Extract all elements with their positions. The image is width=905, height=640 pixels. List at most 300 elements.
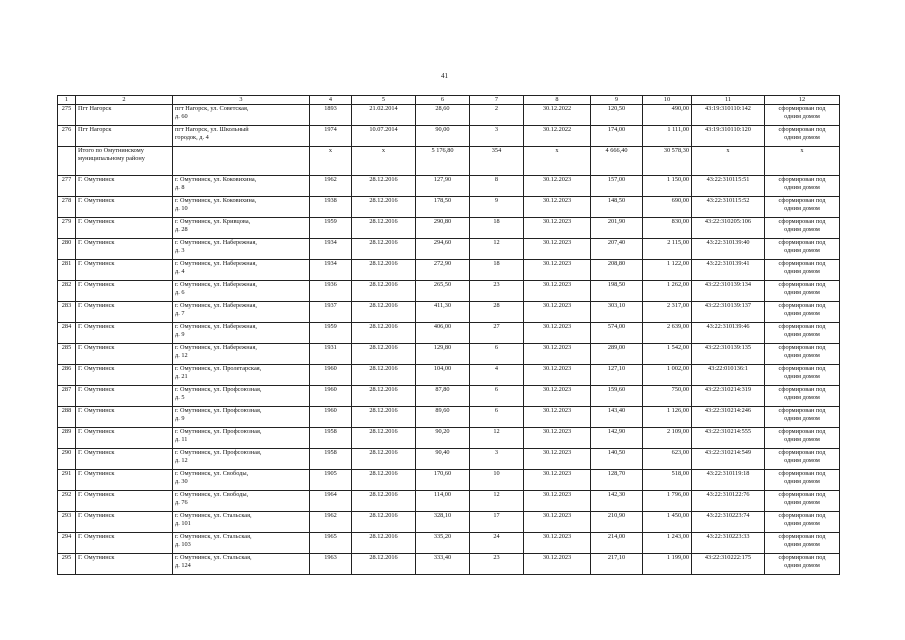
area-cell-text: 89,60	[435, 407, 450, 414]
cadastral-number-cell	[692, 302, 765, 323]
land-area-cell	[591, 512, 643, 533]
year-cell-text: 1931	[324, 344, 337, 351]
row-number-cell	[58, 302, 76, 323]
row-number-cell-text: 275	[61, 105, 72, 112]
address-cell	[173, 386, 310, 407]
locality-cell-text: Пгт Нагорск	[78, 126, 112, 133]
status-cell-text: сформирован под	[778, 344, 826, 351]
year-cell-text: 1937	[324, 302, 337, 309]
planned-date-cell-text: 30.12.2023	[542, 260, 572, 267]
status-cell	[765, 323, 840, 344]
cadastral-number-cell-text: 43:22:310139:137	[704, 302, 752, 309]
planned-date-cell	[524, 386, 591, 407]
column-number: 11	[692, 96, 765, 105]
residents-count-cell	[470, 218, 524, 239]
cadastral-number-cell	[692, 197, 765, 218]
cadastral-number-cell-text: 43:22:310139:40	[706, 239, 750, 246]
registration-date-cell	[352, 365, 416, 386]
area-cell	[416, 176, 470, 197]
planned-date-cell	[524, 470, 591, 491]
locality-cell	[76, 281, 173, 302]
total-row	[58, 147, 840, 176]
status-cell	[765, 105, 840, 126]
address-cell	[173, 533, 310, 554]
residents-count-cell	[470, 365, 524, 386]
cost-cell-text: 1 262,00	[666, 281, 689, 288]
cadastral-number-cell	[692, 554, 765, 575]
area-cell-text: 129,80	[433, 344, 452, 351]
address-cell	[173, 449, 310, 470]
residents-count-cell	[470, 428, 524, 449]
address-cell-text: г. Омутнинск, ул. Набережная,	[175, 239, 257, 246]
year-cell	[310, 323, 352, 344]
status-cell-text: сформирован под	[778, 239, 826, 246]
year-cell	[310, 176, 352, 197]
planned-date-cell-text: 30.12.2023	[542, 533, 572, 540]
column-number: 3	[173, 96, 310, 105]
status-cell-text: одним домом	[784, 394, 820, 401]
address-cell-text: д. 30	[175, 478, 188, 485]
locality-cell-text: Г. Омутнинск	[78, 533, 115, 540]
planned-date-cell-text: 30.12.2022	[542, 105, 572, 112]
column-number: 2	[76, 96, 173, 105]
column-number: 1	[58, 96, 76, 105]
address-cell	[173, 176, 310, 197]
year-cell	[310, 449, 352, 470]
cost-cell	[643, 512, 692, 533]
status-cell-text: сформирован под	[778, 302, 826, 309]
year-cell	[310, 281, 352, 302]
address-cell-text: д. 4	[175, 268, 185, 275]
residents-count-cell	[470, 260, 524, 281]
address-cell-text: д. 9	[175, 415, 185, 422]
cost-cell	[643, 239, 692, 260]
land-area-cell	[591, 407, 643, 428]
address-cell	[173, 428, 310, 449]
address-cell-text: д. 10	[175, 205, 188, 212]
planned-date-cell-text: 30.12.2023	[542, 512, 572, 519]
status-cell	[765, 239, 840, 260]
cadastral-number-cell	[692, 386, 765, 407]
registration-date-cell-text: 28.12.2016	[369, 344, 398, 351]
total-label-cell-text: муниципальному району	[78, 155, 145, 162]
registration-date-cell	[352, 554, 416, 575]
status-cell-text: одним домом	[784, 415, 820, 422]
locality-cell-text: Г. Омутнинск	[78, 407, 115, 414]
residents-count-cell	[470, 449, 524, 470]
status-cell-text: сформирован под	[778, 218, 826, 225]
area-cell	[416, 386, 470, 407]
residents-count-cell-text: 23	[493, 281, 500, 288]
status-cell-text: сформирован под	[778, 105, 826, 112]
total-planned-date-cell	[524, 147, 591, 176]
residents-count-cell-text: 18	[493, 260, 500, 267]
area-cell-text: 178,50	[433, 197, 452, 204]
address-cell	[173, 239, 310, 260]
status-cell-text: сформирован под	[778, 260, 826, 267]
area-cell	[416, 407, 470, 428]
year-cell-text: 1938	[324, 197, 337, 204]
locality-cell-text: Г. Омутнинск	[78, 323, 115, 330]
address-cell-text: д. 60	[175, 113, 188, 120]
planned-date-cell-text: 30.12.2023	[542, 281, 572, 288]
status-cell-text: сформирован под	[778, 533, 826, 540]
cost-cell-text: 1 199,00	[666, 554, 689, 561]
status-cell	[765, 512, 840, 533]
residents-count-cell	[470, 281, 524, 302]
year-cell	[310, 512, 352, 533]
year-cell	[310, 260, 352, 281]
registration-date-cell	[352, 197, 416, 218]
locality-cell-text: Г. Омутнинск	[78, 428, 115, 435]
registration-date-cell-text: 28.12.2016	[369, 407, 398, 414]
area-cell-text: 127,90	[433, 176, 452, 183]
address-cell-text: д. 12	[175, 352, 188, 359]
registration-date-cell-text: 28.12.2016	[369, 533, 398, 540]
row-number-cell-text: 277	[61, 176, 72, 183]
cadastral-number-cell-text: 43:22:310115:51	[706, 176, 750, 183]
land-area-cell	[591, 323, 643, 344]
cost-cell	[643, 126, 692, 147]
status-cell	[765, 470, 840, 491]
land-area-cell-text: 217,10	[607, 554, 626, 561]
address-cell-text: д. 8	[175, 184, 185, 191]
column-number: 4	[310, 96, 352, 105]
locality-cell	[76, 323, 173, 344]
status-cell-text: сформирован под	[778, 512, 826, 519]
locality-cell	[76, 554, 173, 575]
residents-count-cell-text: 12	[493, 239, 500, 246]
cadastral-number-cell	[692, 344, 765, 365]
land-area-cell	[591, 197, 643, 218]
status-cell-text: одним домом	[784, 436, 820, 443]
table-row	[58, 302, 840, 323]
residents-count-cell-text: 27	[493, 323, 500, 330]
cost-cell-text: 1 111,00	[667, 126, 689, 133]
address-cell	[173, 126, 310, 147]
status-cell	[765, 449, 840, 470]
cost-cell-text: 2 109,00	[666, 428, 689, 435]
address-cell	[173, 281, 310, 302]
row-number-cell	[58, 386, 76, 407]
area-cell	[416, 302, 470, 323]
address-cell-text: г. Омутнинск, ул. Стальская,	[175, 512, 252, 519]
registration-date-cell-text: 21.02.2014	[369, 105, 398, 112]
year-cell-text: 1960	[324, 407, 337, 414]
address-cell-text: д. 6	[175, 289, 185, 296]
residents-count-cell-text: 4	[494, 365, 499, 372]
address-cell-text: г. Омутнинск, ул. Профсоюзная,	[175, 428, 262, 435]
area-cell-text: 333,40	[433, 554, 452, 561]
locality-cell	[76, 239, 173, 260]
land-area-cell-text: 289,00	[607, 344, 626, 351]
status-cell-text: сформирован под	[778, 365, 826, 372]
address-cell-text: г. Омутнинск, ул. Набережная,	[175, 260, 257, 267]
row-number-cell	[58, 344, 76, 365]
cost-cell	[643, 470, 692, 491]
year-cell	[310, 218, 352, 239]
locality-cell-text: Г. Омутнинск	[78, 344, 115, 351]
locality-cell	[76, 365, 173, 386]
registration-date-cell	[352, 344, 416, 365]
residents-count-cell	[470, 126, 524, 147]
planned-date-cell	[524, 260, 591, 281]
total-count-cell	[470, 147, 524, 176]
status-cell-text: одним домом	[784, 184, 820, 191]
column-number: 8	[524, 96, 591, 105]
address-cell-text: д. 3	[175, 247, 185, 254]
table-row	[58, 323, 840, 344]
area-cell	[416, 260, 470, 281]
area-cell-text: 406,00	[433, 323, 452, 330]
year-cell-text: 1974	[324, 126, 337, 133]
planned-date-cell-text: 30.12.2023	[542, 197, 572, 204]
row-number-cell-text: 285	[61, 344, 72, 351]
year-cell	[310, 533, 352, 554]
status-cell	[765, 302, 840, 323]
address-cell	[173, 323, 310, 344]
land-area-cell-text: 120,50	[607, 105, 626, 112]
address-cell	[173, 105, 310, 126]
row-number-cell-text: 281	[61, 260, 72, 267]
address-cell-text: д. 103	[175, 541, 191, 548]
residents-count-cell-text: 28	[493, 302, 500, 309]
total-registration-date-cell-text: x	[381, 147, 386, 154]
area-cell	[416, 105, 470, 126]
year-cell	[310, 344, 352, 365]
table-row	[58, 428, 840, 449]
registration-date-cell	[352, 281, 416, 302]
residents-count-cell	[470, 512, 524, 533]
status-cell-text: сформирован под	[778, 554, 826, 561]
planned-date-cell	[524, 449, 591, 470]
column-number: 6	[416, 96, 470, 105]
registration-date-cell	[352, 218, 416, 239]
status-cell-text: сформирован под	[778, 470, 826, 477]
registration-date-cell-text: 28.12.2016	[369, 491, 398, 498]
land-area-cell-text: 174,00	[607, 126, 626, 133]
table-row	[58, 197, 840, 218]
year-cell-text: 1934	[324, 239, 337, 246]
planned-date-cell-text: 30.12.2023	[542, 323, 572, 330]
status-cell	[765, 126, 840, 147]
status-cell	[765, 176, 840, 197]
cadastral-number-cell-text: 43:22:310223:74	[706, 512, 750, 519]
locality-cell	[76, 105, 173, 126]
land-area-cell-text: 201,90	[607, 218, 626, 225]
registration-date-cell-text: 28.12.2016	[369, 323, 398, 330]
residents-count-cell	[470, 533, 524, 554]
row-number-cell	[58, 428, 76, 449]
cost-cell	[643, 260, 692, 281]
cadastral-number-cell-text: 43:22:310139:41	[706, 260, 750, 267]
residents-count-cell	[470, 239, 524, 260]
locality-cell	[76, 512, 173, 533]
cost-cell-text: 1 002,00	[666, 365, 689, 372]
table-row	[58, 344, 840, 365]
cost-cell-text: 1 122,00	[666, 260, 689, 267]
row-number-cell	[58, 281, 76, 302]
year-cell-text: 1962	[324, 176, 337, 183]
planned-date-cell	[524, 197, 591, 218]
land-area-cell	[591, 386, 643, 407]
cost-cell-text: 690,00	[671, 197, 689, 204]
total-land-area-cell-text: 4 666,40	[605, 147, 628, 154]
year-cell	[310, 554, 352, 575]
address-cell	[173, 344, 310, 365]
cadastral-number-cell-text: 43:22:310223:33	[706, 533, 750, 540]
planned-date-cell	[524, 105, 591, 126]
table-row	[58, 176, 840, 197]
cost-cell-text: 1 150,00	[666, 176, 689, 183]
cost-cell	[643, 386, 692, 407]
area-cell-text: 335,20	[433, 533, 452, 540]
address-cell-text: д. 76	[175, 499, 188, 506]
status-cell-text: одним домом	[784, 562, 820, 569]
planned-date-cell-text: 30.12.2023	[542, 491, 572, 498]
address-cell-text: пгт Нагорск, ул. Советская,	[175, 105, 249, 112]
planned-date-cell-text: 30.12.2023	[542, 554, 572, 561]
table-row	[58, 126, 840, 147]
row-number-cell-text: 292	[61, 491, 72, 498]
residents-count-cell	[470, 470, 524, 491]
table-row	[58, 512, 840, 533]
address-cell-text: пгт Нагорск, ул. Школьный	[175, 126, 249, 133]
year-cell-text: 1964	[324, 491, 337, 498]
locality-cell	[76, 344, 173, 365]
locality-cell-text: Г. Омутнинск	[78, 386, 115, 393]
table-row	[58, 105, 840, 126]
status-cell	[765, 554, 840, 575]
land-area-cell-text: 303,10	[607, 302, 626, 309]
row-number-cell-text: 293	[61, 512, 72, 519]
address-cell-text: г. Омутнинск, ул. Пролетарская,	[175, 365, 262, 372]
area-cell-text: 170,60	[433, 470, 452, 477]
cost-cell-text: 2 639,00	[666, 323, 689, 330]
registration-date-cell-text: 28.12.2016	[369, 281, 398, 288]
year-cell	[310, 365, 352, 386]
cost-cell-text: 1 450,00	[666, 512, 689, 519]
status-cell	[765, 407, 840, 428]
status-cell-text: сформирован под	[778, 449, 826, 456]
planned-date-cell	[524, 344, 591, 365]
cadastral-number-cell	[692, 105, 765, 126]
cadastral-number-cell-text: 43:22:310122:76	[706, 491, 750, 498]
status-cell	[765, 386, 840, 407]
address-cell-text: г. Омутнинск, ул. Стальская,	[175, 533, 252, 540]
year-cell-text: 1934	[324, 260, 337, 267]
planned-date-cell	[524, 218, 591, 239]
cadastral-number-cell-text: 43:22:310214:549	[704, 449, 752, 456]
address-cell-text: д. 9	[175, 331, 185, 338]
registration-date-cell-text: 28.12.2016	[369, 176, 398, 183]
registration-date-cell	[352, 449, 416, 470]
land-area-cell-text: 127,10	[607, 365, 626, 372]
address-cell-text: г. Омутнинск, ул. Стальская,	[175, 554, 252, 561]
column-number: 12	[765, 96, 840, 105]
status-cell-text: сформирован под	[778, 281, 826, 288]
address-cell-text: г. Омутнинск, ул. Набережная,	[175, 344, 257, 351]
cadastral-number-cell-text: 43:22:310139:135	[704, 344, 752, 351]
total-cost-cell	[643, 147, 692, 176]
land-area-cell-text: 210,90	[607, 512, 626, 519]
status-cell-text: одним домом	[784, 113, 820, 120]
locality-cell-text: Г. Омутнинск	[78, 470, 115, 477]
cadastral-number-cell-text: 43:22:310119:18	[706, 470, 750, 477]
planned-date-cell-text: 30.12.2023	[542, 470, 572, 477]
row-number-cell-text: 276	[61, 126, 72, 133]
locality-cell	[76, 428, 173, 449]
status-cell	[765, 260, 840, 281]
registration-date-cell-text: 28.12.2016	[369, 449, 398, 456]
cost-cell	[643, 218, 692, 239]
row-number-cell-text: 295	[61, 554, 72, 561]
status-cell-text: одним домом	[784, 541, 820, 548]
cadastral-number-cell-text: 43:22:310214:319	[704, 386, 752, 393]
total-land-area-cell	[591, 147, 643, 176]
locality-cell	[76, 491, 173, 512]
planned-date-cell	[524, 365, 591, 386]
planned-date-cell	[524, 533, 591, 554]
locality-cell-text: Г. Омутнинск	[78, 449, 115, 456]
registration-date-cell-text: 28.12.2016	[369, 470, 398, 477]
table-row	[58, 470, 840, 491]
address-cell-text: д. 124	[175, 562, 191, 569]
table-row	[58, 260, 840, 281]
planned-date-cell	[524, 407, 591, 428]
locality-cell-text: Г. Омутнинск	[78, 491, 115, 498]
cadastral-number-cell	[692, 239, 765, 260]
planned-date-cell-text: 30.12.2023	[542, 344, 572, 351]
cadastral-number-cell-text: 43:22:010136:1	[708, 365, 748, 372]
registration-date-cell	[352, 176, 416, 197]
status-cell-text: одним домом	[784, 247, 820, 254]
planned-date-cell-text: 30.12.2023	[542, 407, 572, 414]
planned-date-cell-text: 30.12.2023	[542, 218, 572, 225]
locality-cell-text: Г. Омутнинск	[78, 365, 115, 372]
area-cell-text: 328,10	[433, 512, 452, 519]
address-cell	[173, 197, 310, 218]
area-cell-text: 28,60	[435, 105, 450, 112]
year-cell	[310, 386, 352, 407]
table-row	[58, 281, 840, 302]
total-status-cell	[765, 147, 840, 176]
planned-date-cell-text: 30.12.2023	[542, 302, 572, 309]
row-number-cell	[58, 323, 76, 344]
total-label-cell	[76, 147, 173, 176]
status-cell-text: одним домом	[784, 226, 820, 233]
cost-cell-text: 2 317,00	[666, 302, 689, 309]
registration-date-cell-text: 28.12.2016	[369, 512, 398, 519]
cadastral-number-cell-text: 43:22:310139:46	[706, 323, 750, 330]
land-area-cell-text: 214,00	[607, 533, 626, 540]
locality-cell	[76, 197, 173, 218]
year-cell-text: 1893	[324, 105, 337, 112]
year-cell-text: 1905	[324, 470, 337, 477]
residents-count-cell	[470, 176, 524, 197]
row-number-cell	[58, 239, 76, 260]
residents-count-cell-text: 6	[494, 407, 499, 414]
status-cell-text: одним домом	[784, 331, 820, 338]
area-cell-text: 272,90	[433, 260, 452, 267]
area-cell	[416, 512, 470, 533]
status-cell-text: одним домом	[784, 134, 820, 141]
row-number-cell	[58, 407, 76, 428]
column-number: 10	[643, 96, 692, 105]
planned-date-cell	[524, 428, 591, 449]
cost-cell-text: 490,00	[671, 105, 689, 112]
residents-count-cell-text: 23	[493, 554, 500, 561]
